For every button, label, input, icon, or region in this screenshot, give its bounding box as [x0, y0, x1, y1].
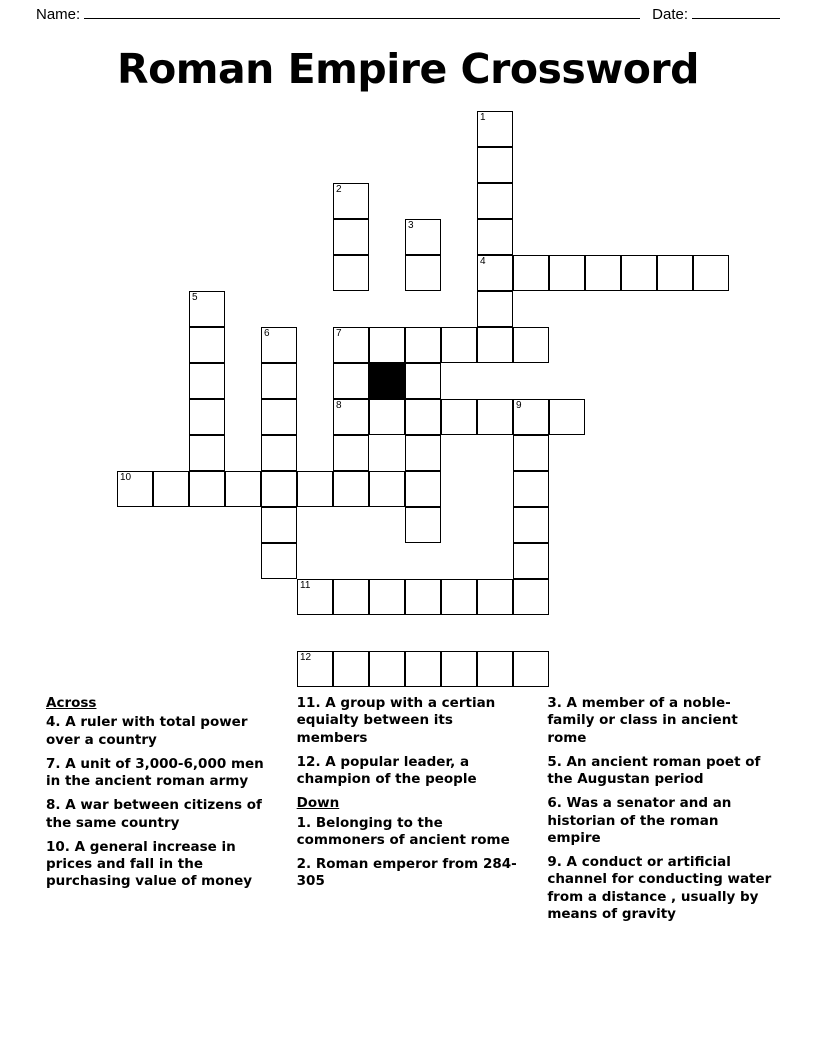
grid-cell[interactable] — [513, 543, 549, 579]
clue-number: 10. — [46, 838, 75, 855]
grid-cell[interactable] — [693, 255, 729, 291]
across-clue — [46, 797, 275, 832]
grid-cell[interactable] — [405, 363, 441, 399]
grid-cell[interactable] — [261, 399, 297, 435]
grid-cell[interactable] — [297, 651, 333, 687]
grid-cell[interactable] — [297, 471, 333, 507]
across-clue — [46, 756, 275, 791]
date-label: Date: — [652, 6, 688, 23]
grid-cell[interactable] — [441, 579, 477, 615]
clue-list — [46, 695, 776, 930]
clue-text: Roman emperor from 284-305 — [296, 856, 517, 890]
grid-cell[interactable] — [441, 651, 477, 687]
grid-cell[interactable] — [405, 579, 441, 615]
grid-cell[interactable] — [261, 543, 297, 579]
grid-cell[interactable] — [513, 471, 549, 507]
grid-cell[interactable] — [405, 507, 441, 543]
grid-cell[interactable] — [477, 219, 513, 255]
clue-number: 7. — [46, 755, 66, 772]
grid-cell[interactable] — [297, 579, 333, 615]
grid-cell[interactable] — [333, 255, 369, 291]
grid-cell[interactable] — [369, 651, 405, 687]
grid-cell[interactable] — [189, 327, 225, 363]
clue-text: A war between citizens of the same country — [46, 797, 262, 831]
grid-cell[interactable] — [153, 471, 189, 507]
grid-cell[interactable] — [117, 471, 153, 507]
clue-number: 5. — [547, 753, 567, 770]
down-clue — [297, 815, 526, 850]
grid-cell[interactable] — [513, 579, 549, 615]
grid-cell-number: 7 — [336, 328, 342, 339]
grid-cell[interactable] — [549, 255, 585, 291]
grid-cell[interactable] — [477, 183, 513, 219]
clue-text: A group with a certian equialty between its members — [296, 695, 496, 746]
grid-cell[interactable] — [369, 579, 405, 615]
clue-column-2 — [297, 695, 526, 891]
clue-text: A general increase in prices and fall in the purchasing value of money — [46, 838, 253, 890]
clue-number: 1. — [296, 814, 316, 831]
grid-cell[interactable] — [513, 435, 549, 471]
grid-cell[interactable] — [333, 363, 369, 399]
grid-cell-number: 2 — [336, 184, 342, 195]
grid-cell[interactable] — [513, 399, 549, 435]
clue-text: A popular leader, a champion of the people — [296, 753, 477, 788]
clue-text: Was a senator and an historian of the roman empire — [547, 795, 732, 846]
clue-text: Belonging to the commoners of ancient rome — [296, 814, 510, 848]
clue-number: 2. — [296, 856, 316, 873]
grid-cell[interactable] — [261, 327, 297, 363]
grid-cell-number: 6 — [264, 328, 270, 339]
grid-cell[interactable] — [621, 255, 657, 291]
grid-cell[interactable] — [477, 147, 513, 183]
grid-cell[interactable] — [513, 507, 549, 543]
grid-cell[interactable] — [261, 471, 297, 507]
grid-cell-number: 8 — [336, 400, 342, 411]
down-clue — [297, 856, 526, 891]
clue-number: 4. — [46, 714, 66, 731]
grid-cell[interactable] — [189, 471, 225, 507]
grid-cell[interactable] — [513, 255, 549, 291]
grid-cell-number: 4 — [480, 256, 486, 267]
across-clue — [297, 754, 526, 789]
grid-cell[interactable] — [477, 399, 513, 435]
grid-cell[interactable] — [261, 435, 297, 471]
grid-cell[interactable] — [405, 219, 441, 255]
grid-cell[interactable] — [333, 219, 369, 255]
across-heading: Across — [46, 695, 97, 711]
across-clue — [46, 714, 275, 749]
across-clue — [46, 839, 275, 891]
name-label: Name: — [36, 6, 81, 23]
grid-cell[interactable] — [513, 651, 549, 687]
grid-cell[interactable] — [189, 435, 225, 471]
clue-number: 9. — [547, 854, 567, 871]
grid-cell[interactable] — [369, 471, 405, 507]
grid-cell[interactable] — [333, 579, 369, 615]
grid-cell[interactable] — [225, 471, 261, 507]
grid-cell[interactable] — [189, 291, 225, 327]
down-clue — [547, 754, 776, 789]
down-heading: Down — [296, 795, 340, 812]
grid-cell[interactable] — [549, 399, 585, 435]
grid-cell[interactable] — [333, 327, 369, 363]
clue-number: 6. — [547, 795, 567, 812]
grid-cell-number: 12 — [300, 652, 312, 663]
clue-text: A unit of 3,000-6,000 men in the ancient roman army — [46, 755, 264, 790]
grid-cell[interactable] — [441, 327, 477, 363]
page-title: Roman Empire Crossword — [117, 45, 699, 93]
grid-cell[interactable] — [189, 399, 225, 435]
grid-cell-number: 11 — [300, 580, 311, 591]
across-clue — [297, 695, 526, 747]
grid-cell[interactable] — [333, 435, 369, 471]
grid-cell[interactable] — [333, 399, 369, 435]
clue-text: A member of a noble-family or class in ancient rome — [547, 695, 738, 746]
clue-text: A ruler with total power over a country — [46, 714, 248, 748]
clue-text: An ancient roman poet of the Augustan period — [547, 753, 761, 788]
grid-cell[interactable] — [477, 255, 513, 291]
grid-cell[interactable] — [405, 435, 441, 471]
grid-cell[interactable] — [369, 399, 405, 435]
grid-cell[interactable] — [513, 327, 549, 363]
name-write-line — [84, 18, 640, 19]
grid-cell[interactable] — [477, 327, 513, 363]
clue-number: 3. — [547, 695, 567, 711]
grid-cell[interactable] — [333, 183, 369, 219]
grid-cell[interactable] — [369, 327, 405, 363]
grid-cell[interactable] — [189, 363, 225, 399]
grid-cell[interactable] — [477, 651, 513, 687]
grid-cell[interactable] — [477, 579, 513, 615]
clue-column-3 — [547, 695, 776, 923]
name-date-header — [0, 0, 816, 23]
grid-cell[interactable] — [441, 399, 477, 435]
grid-cell-number: 5 — [192, 292, 198, 303]
down-clue — [547, 854, 776, 923]
grid-cell[interactable] — [261, 507, 297, 543]
clue-number: 8. — [46, 797, 66, 814]
grid-cell[interactable] — [405, 255, 441, 291]
grid-cell[interactable] — [405, 471, 441, 507]
grid-cell[interactable] — [333, 471, 369, 507]
grid-cell[interactable] — [261, 363, 297, 399]
grid-cell-number: 1 — [480, 112, 486, 123]
clue-number: 12. — [296, 753, 326, 770]
grid-cell-number: 10 — [120, 472, 132, 483]
date-write-line — [692, 18, 780, 19]
grid-cell[interactable] — [657, 255, 693, 291]
crossword-grid — [0, 111, 816, 671]
grid-cell[interactable] — [477, 291, 513, 327]
grid-cell-number: 3 — [408, 220, 414, 231]
grid-cell-blocked — [369, 363, 405, 399]
grid-cell[interactable] — [405, 399, 441, 435]
grid-cell[interactable] — [405, 327, 441, 363]
down-clue — [547, 795, 776, 847]
grid-cell[interactable] — [405, 651, 441, 687]
grid-cell[interactable] — [333, 651, 369, 687]
down-clue — [547, 695, 776, 747]
clue-text: A conduct or artificial channel for conducting water from a distance , usually by means of gravity — [547, 854, 772, 922]
grid-cell[interactable] — [585, 255, 621, 291]
grid-cell-number: 9 — [516, 400, 522, 411]
clue-number: 11. — [296, 695, 326, 711]
grid-cell[interactable] — [477, 111, 513, 147]
